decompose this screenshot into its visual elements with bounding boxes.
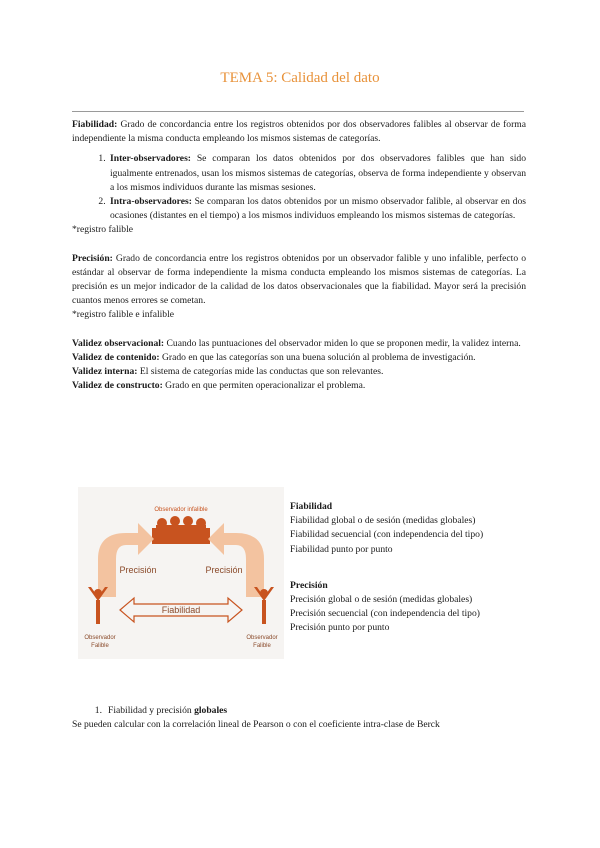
left-observer-line1: Observador bbox=[84, 635, 116, 641]
bottom-text: Se pueden calcular con la correlación lineal de Pearson o con el coeficiente intra-clase de Berck bbox=[72, 719, 440, 731]
precision-note: *registro falible e infalible bbox=[72, 309, 175, 321]
fiabilidad-text: Grado de concordancia entre los registros obtenidos por dos observadores falibles al observar de forma independiente la misma conducta empleando los mismos sistemas de categorías. bbox=[72, 119, 526, 145]
side-fiab-item: Fiabilidad secuencial (con independencia del tipo) bbox=[290, 529, 484, 541]
main-content bbox=[72, 118, 526, 393]
side-prec-item: Precisión secuencial (con independencia del tipo) bbox=[290, 608, 480, 620]
validez-text: El sistema de categorías mide las conductas que son relevantes. bbox=[137, 366, 384, 378]
item-text: Fiabilidad y precisión bbox=[108, 705, 195, 716]
precision-left-label: Precisión bbox=[119, 565, 157, 575]
precision-right-label: Precisión bbox=[205, 565, 243, 575]
title-divider bbox=[72, 111, 524, 112]
side-fiab-item: Fiabilidad punto por punto bbox=[290, 543, 393, 555]
right-arrow-icon bbox=[208, 523, 264, 597]
side-prec-title: Precisión bbox=[290, 579, 328, 591]
reliability-diagram bbox=[78, 487, 284, 659]
fiabilidad-definition bbox=[72, 118, 526, 146]
fiabilidad-types-list bbox=[72, 152, 526, 223]
precision-definition bbox=[72, 252, 526, 309]
side-prec-item: Precisión punto por punto bbox=[290, 622, 390, 634]
validez-text: Grado en que las categorías son una buena solución al problema de investigación. bbox=[159, 351, 476, 363]
validez-text: Cuando las puntuaciones del observador miden lo que se proponen medir, la validez interna. bbox=[164, 337, 521, 349]
validez-constructo bbox=[72, 379, 526, 393]
validez-term: Validez de contenido: bbox=[72, 351, 160, 363]
fiabilidad-label: Fiabilidad bbox=[161, 605, 201, 615]
left-observer-line2: Falible bbox=[91, 643, 109, 649]
fiabilidad-note: *registro falible bbox=[72, 224, 134, 236]
precision-text: Grado de concordancia entre los registros obtenidos por un observador falible y uno infalible, perfecto o estándar al observar de forma independiente la misma conducta empleando los mismos sistemas de categorías. La precisión es un mejor indicador de la calidad de los datos observacionales que la fiabilidad. Mayor será la precisión cuantos menos errores se cometan. bbox=[72, 252, 526, 307]
precision-term: Precisión: bbox=[72, 252, 113, 264]
left-observer-label bbox=[84, 635, 115, 649]
intra-observadores-term: Intra-observadores: bbox=[110, 196, 192, 208]
infalible-label: Observador infalible bbox=[154, 507, 208, 513]
left-arrow-icon bbox=[98, 523, 157, 597]
side-fiab-item: Fiabilidad global o de sesión (medidas globales) bbox=[290, 515, 476, 527]
item-bold: globales bbox=[194, 705, 228, 716]
list-item bbox=[108, 152, 526, 195]
inter-observadores-text: Se comparan los datos obtenidos por dos observadores falibles que han sido igualmente entrenados, usan los mismos sistemas de categorías, observa de forma independiente y observan a los mismos individuos durante las mismas sesiones. bbox=[110, 153, 526, 193]
diagram-svg bbox=[78, 487, 284, 659]
list-number: 1. bbox=[94, 705, 102, 716]
page-title: TEMA 5: Calidad del dato bbox=[220, 70, 380, 86]
infalible-observers-icon bbox=[152, 516, 210, 544]
fiabilidad-term: Fiabilidad: bbox=[72, 119, 118, 130]
validez-interna bbox=[72, 365, 526, 379]
right-observer-label bbox=[246, 635, 277, 649]
bottom-section bbox=[72, 704, 526, 732]
validez-term: Validez interna: bbox=[72, 366, 138, 378]
list-item bbox=[108, 195, 526, 223]
right-observer-line1: Observador bbox=[246, 635, 278, 641]
validez-term: Validez de constructo: bbox=[72, 380, 163, 392]
side-prec-item: Precisión global o de sesión (medidas globales) bbox=[290, 594, 473, 606]
measures-sidebar bbox=[290, 500, 526, 636]
side-fiab-title: Fiabilidad bbox=[290, 501, 333, 512]
intra-observadores-text: Se comparan los datos obtenidos por un mismo observador falible, al observar en dos ocasiones (distantes en el tiempo) a los mismos individuos empleando los mismos sistemas de categorías. bbox=[110, 196, 526, 222]
right-observer-line2: Falible bbox=[253, 643, 271, 649]
bottom-list-item bbox=[72, 704, 526, 718]
validez-observacional bbox=[72, 337, 526, 351]
validez-term: Validez observacional: bbox=[72, 337, 165, 349]
inter-observadores-term: Inter-observadores: bbox=[110, 153, 191, 165]
validez-text: Grado en que permiten operacionalizar el problema. bbox=[162, 380, 366, 392]
validez-contenido bbox=[72, 351, 526, 365]
